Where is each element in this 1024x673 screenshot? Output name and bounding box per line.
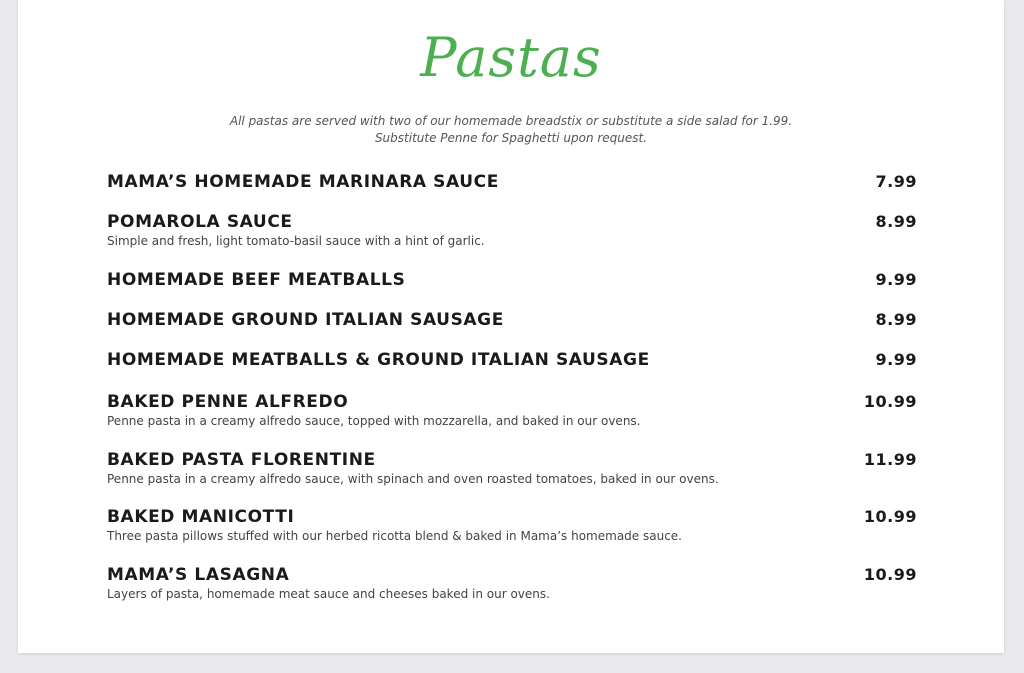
menu-title: Pastas xyxy=(420,26,602,89)
item-price: 9.99 xyxy=(875,350,917,369)
item-price: 8.99 xyxy=(875,212,917,231)
menu-item-lasagna xyxy=(107,565,917,602)
item-name: HOMEMADE MEATBALLS & GROUND ITALIAN SAUSAGE xyxy=(107,350,650,370)
menu-item-meatballs-sausage xyxy=(107,350,917,370)
menu-item-beef-meatballs xyxy=(107,270,917,290)
item-name: POMAROLA SAUCE xyxy=(107,212,293,232)
menu-item-italian-sausage xyxy=(107,310,917,330)
item-description: Simple and fresh, light tomato-basil sauce with a hint of garlic. xyxy=(107,234,485,248)
item-price: 10.99 xyxy=(863,392,917,411)
item-description: Layers of pasta, homemade meat sauce and cheeses baked in our ovens. xyxy=(107,587,550,601)
item-name: HOMEMADE GROUND ITALIAN SAUSAGE xyxy=(107,310,504,330)
menu-item-pomarola xyxy=(107,212,917,249)
menu-page xyxy=(18,0,1004,653)
item-name: BAKED PASTA FLORENTINE xyxy=(107,450,376,470)
menu-intro xyxy=(18,113,1004,147)
menu-item-penne-alfredo xyxy=(107,392,917,429)
menu-item-pasta-florentine xyxy=(107,450,917,487)
item-description: Penne pasta in a creamy alfredo sauce, topped with mozzarella, and baked in our ovens. xyxy=(107,414,641,428)
item-price: 10.99 xyxy=(863,565,917,584)
menu-item-marinara xyxy=(107,172,917,192)
intro-line-1: All pastas are served with two of our homemade breadstix or substitute a side salad for 1.99. xyxy=(229,114,793,128)
intro-line-2: Substitute Penne for Spaghetti upon request. xyxy=(374,131,648,145)
item-price: 9.99 xyxy=(875,270,917,289)
item-name: MAMA’S LASAGNA xyxy=(107,565,290,585)
item-name: BAKED MANICOTTI xyxy=(107,507,295,527)
item-description: Three pasta pillows stuffed with our herbed ricotta blend & baked in Mama’s homemade sauce. xyxy=(107,529,682,543)
item-price: 8.99 xyxy=(875,310,917,329)
item-price: 11.99 xyxy=(863,450,917,469)
item-name: MAMA’S HOMEMADE MARINARA SAUCE xyxy=(107,172,499,192)
menu-item-manicotti xyxy=(107,507,917,544)
item-name: BAKED PENNE ALFREDO xyxy=(107,392,349,412)
item-price: 10.99 xyxy=(863,507,917,526)
item-name: HOMEMADE BEEF MEATBALLS xyxy=(107,270,406,290)
item-price: 7.99 xyxy=(875,172,917,191)
item-description: Penne pasta in a creamy alfredo sauce, with spinach and oven roasted tomatoes, baked in our ovens. xyxy=(107,472,719,486)
